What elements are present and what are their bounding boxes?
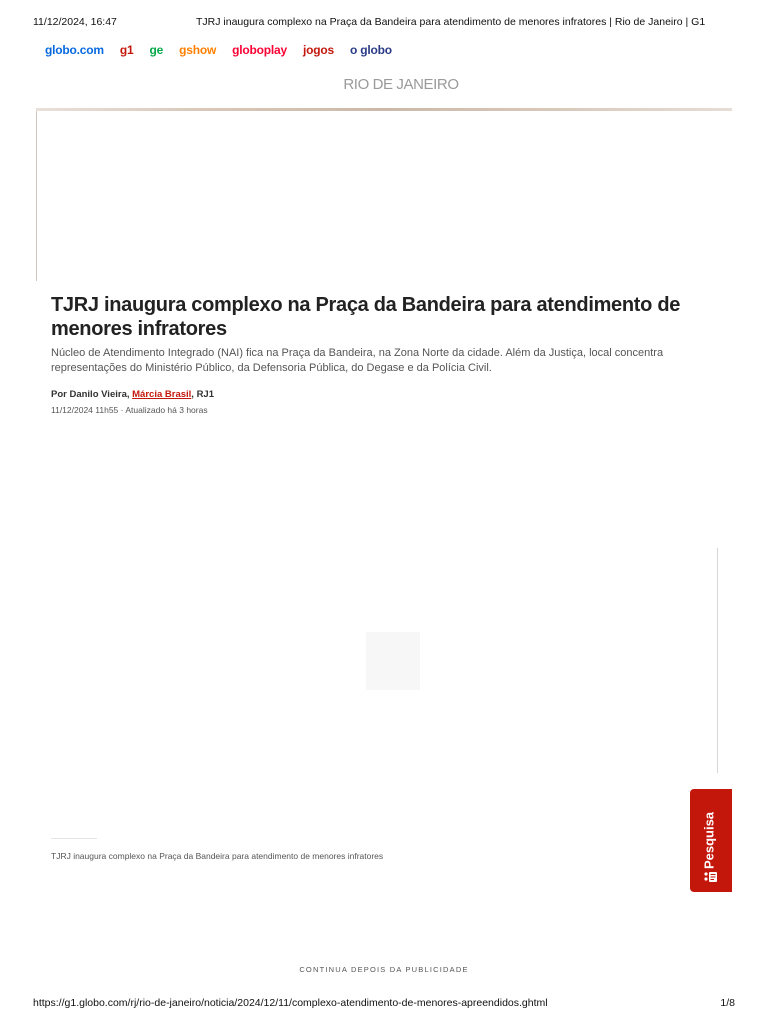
print-document-title: TJRJ inaugura complexo na Praça da Bandeira para atendimento de menores infratores | Rio de Janeiro | G1 bbox=[196, 16, 706, 28]
video-caption: TJRJ inaugura complexo na Praça da Bandeira para atendimento de menores infratores bbox=[51, 851, 384, 861]
author-link[interactable]: Márcia Brasil bbox=[132, 389, 192, 400]
brand-link-globo-com[interactable]: globo.com bbox=[45, 43, 104, 57]
article-timestamp: 11/12/2024 11h55 · Atualizado há 3 horas bbox=[51, 405, 208, 415]
ad-notice: CONTINUA DEPOIS DA PUBLICIDADE bbox=[299, 965, 469, 974]
brand-link-globoplay[interactable]: globoplay bbox=[232, 43, 287, 57]
survey-tab-label: Pesquisa bbox=[701, 811, 717, 870]
caption-divider bbox=[51, 838, 97, 839]
section-title[interactable]: RIO DE JANEIRO bbox=[343, 76, 459, 93]
video-frame-edge bbox=[717, 548, 718, 773]
print-page-number: 1/8 bbox=[720, 997, 735, 1009]
brand-link-g1[interactable]: g1 bbox=[119, 43, 134, 57]
byline-suffix: , RJ1 bbox=[191, 389, 215, 400]
ad-banner-strip bbox=[36, 108, 732, 111]
survey-tab[interactable] bbox=[690, 789, 732, 892]
brand-link-gshow[interactable]: gshow bbox=[179, 43, 217, 57]
article-byline bbox=[51, 389, 214, 400]
brand-link-ge[interactable]: ge bbox=[149, 43, 164, 57]
article-subheadline: Núcleo de Atendimento Integrado (NAI) fica na Praça da Bandeira, na Zona Norte da cidade. Além da Justiça, local concentra representações do Ministério Público, da Defensoria Pública, do Degase e da Polícia Civil. bbox=[51, 347, 664, 374]
brand-link-jogos[interactable]: jogos bbox=[302, 43, 334, 57]
brand-link-o-globo[interactable]: o globo bbox=[349, 43, 392, 57]
print-datetime: 11/12/2024, 16:47 bbox=[33, 16, 117, 28]
print-header bbox=[33, 16, 735, 30]
survey-icon bbox=[704, 871, 718, 883]
print-footer bbox=[33, 997, 735, 1011]
byline-prefix: Por Danilo Vieira, bbox=[51, 389, 133, 400]
article-headline: TJRJ inaugura complexo na Praça da Bandeira para atendimento de menores infratores bbox=[51, 294, 681, 340]
print-url: https://g1.globo.com/rj/rio-de-janeiro/noticia/2024/12/11/complexo-atendimento-de-menores-apreendidos.ghtml bbox=[33, 997, 548, 1009]
globo-brand-bar bbox=[45, 43, 408, 59]
ad-banner-frame bbox=[36, 111, 37, 281]
video-player[interactable] bbox=[366, 632, 420, 690]
